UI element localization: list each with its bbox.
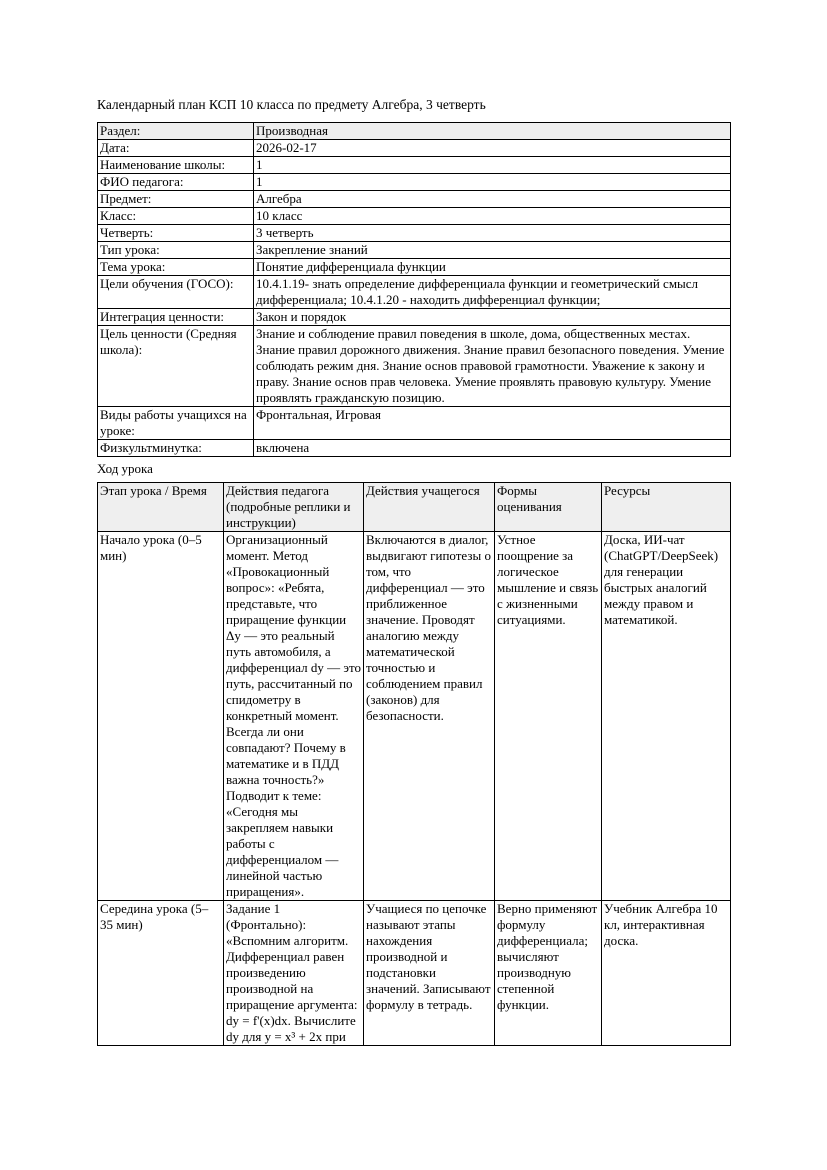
table-row xyxy=(98,326,731,407)
info-row-label: Виды работы учащихся на уроке: xyxy=(98,407,254,440)
document-content xyxy=(97,96,730,1046)
info-row-label: Интеграция ценности: xyxy=(98,309,254,326)
header-teacher-actions: Действия педагога (подробные реплики и инструкции) xyxy=(224,483,364,532)
info-row-label: Цели обучения (ГОСО): xyxy=(98,276,254,309)
header-stage: Этап урока / Время xyxy=(98,483,224,532)
info-row-value: 10.4.1.19- знать определение дифференциала функции и геометрический смысл дифференциала; 10.4.1.20 - находить дифференциал функции; xyxy=(254,276,731,309)
info-row-value: 3 четверть xyxy=(254,225,731,242)
header-student-actions: Действия учащегося xyxy=(364,483,495,532)
info-row-label: Дата: xyxy=(98,140,254,157)
info-row-value: 10 класс xyxy=(254,208,731,225)
section-heading-lesson-flow: Ход урока xyxy=(97,461,153,476)
table-row xyxy=(98,532,731,901)
cell-teacher-actions: Задание 1 (Фронтально): «Вспомним алгоритм. Дифференциал равен произведению производной на приращение аргумента: dy = f'(x)dx. Вычислите dy для y = x³ + 2x при xyxy=(224,901,364,1046)
info-row-label: Четверть: xyxy=(98,225,254,242)
table-row xyxy=(98,123,731,140)
table-row xyxy=(98,225,731,242)
info-row-value: Закон и порядок xyxy=(254,309,731,326)
info-row-label: Тип урока: xyxy=(98,242,254,259)
cell-student-actions: Учащиеся по цепочке называют этапы нахождения производной и подстановки значений. Записывают формулу в тетрадь. xyxy=(364,901,495,1046)
info-row-value: Знание и соблюдение правил поведения в школе, дома, общественных местах. Знание правил дорожного движения. Знание правил безопасного поведения. Умение соблюдать режим дня. Знание основ правовой грамотности. Уважение к закону и праву. Знание основ прав человека. Умение проявлять правовую культуру. Умение проявлять гражданскую позицию. xyxy=(254,326,731,407)
cell-stage: Середина урока (5–35 мин) xyxy=(98,901,224,1046)
info-row-value: 1 xyxy=(254,174,731,191)
table-row xyxy=(98,174,731,191)
table-row xyxy=(98,191,731,208)
table-row xyxy=(98,901,731,1046)
info-row-value: включена xyxy=(254,440,731,457)
header-assessment: Формы оценивания xyxy=(495,483,602,532)
cell-stage: Начало урока (0–5 мин) xyxy=(98,532,224,901)
table-row xyxy=(98,157,731,174)
info-row-value: 1 xyxy=(254,157,731,174)
lesson-info-table xyxy=(97,122,731,457)
cell-assessment: Устное поощрение за логическое мышление и связь с жизненными ситуациями. xyxy=(495,532,602,901)
info-row-value: Закрепление знаний xyxy=(254,242,731,259)
info-row-label: Тема урока: xyxy=(98,259,254,276)
info-row-label: Физкультминутка: xyxy=(98,440,254,457)
cell-student-actions: Включаются в диалог, выдвигают гипотезы о том, что дифференциал — это приближенное значение. Проводят аналогию между математической точностью и соблюдением правил (законов) для безопасности. xyxy=(364,532,495,901)
info-row-label: ФИО педагога: xyxy=(98,174,254,191)
header-resources: Ресурсы xyxy=(602,483,731,532)
cell-resources: Учебник Алгебра 10 кл, интерактивная доска. xyxy=(602,901,731,1046)
table-row xyxy=(98,276,731,309)
cell-teacher-actions: Организационный момент. Метод «Провокационный вопрос»: «Ребята, представьте, что приращение функции Δy — это реальный путь автомобиля, а дифференциал dy — это путь, рассчитанный по спидометру в конкретный момент. Всегда ли они совпадают? Почему в математике и в ПДД важна точность?» Подводит к теме: «Сегодня мы закрепляем навыки работы с дифференциалом — линейной частью приращения». xyxy=(224,532,364,901)
info-row-label: Предмет: xyxy=(98,191,254,208)
info-row-label: Класс: xyxy=(98,208,254,225)
info-row-label: Раздел: xyxy=(98,123,254,140)
info-row-value: Алгебра xyxy=(254,191,731,208)
table-row xyxy=(98,208,731,225)
table-row xyxy=(98,440,731,457)
table-row xyxy=(98,140,731,157)
info-row-label: Цель ценности (Средняя школа): xyxy=(98,326,254,407)
table-row xyxy=(98,309,731,326)
cell-assessment: Верно применяют формулу дифференциала; вычисляют производную степенной функции. xyxy=(495,901,602,1046)
table-row xyxy=(98,242,731,259)
info-row-label: Наименование школы: xyxy=(98,157,254,174)
page-title: Календарный план КСП 10 класса по предмету Алгебра, 3 четверть xyxy=(97,97,486,112)
table-row xyxy=(98,407,731,440)
lesson-flow-table xyxy=(97,482,731,1046)
table-row xyxy=(98,259,731,276)
info-row-value: Производная xyxy=(254,123,731,140)
cell-resources: Доска, ИИ-чат (ChatGPT/DeepSeek) для генерации быстрых аналогий между правом и математикой. xyxy=(602,532,731,901)
info-row-value: Понятие дифференциала функции xyxy=(254,259,731,276)
info-row-value: 2026-02-17 xyxy=(254,140,731,157)
info-row-value: Фронтальная, Игровая xyxy=(254,407,731,440)
table-header-row xyxy=(98,483,731,532)
